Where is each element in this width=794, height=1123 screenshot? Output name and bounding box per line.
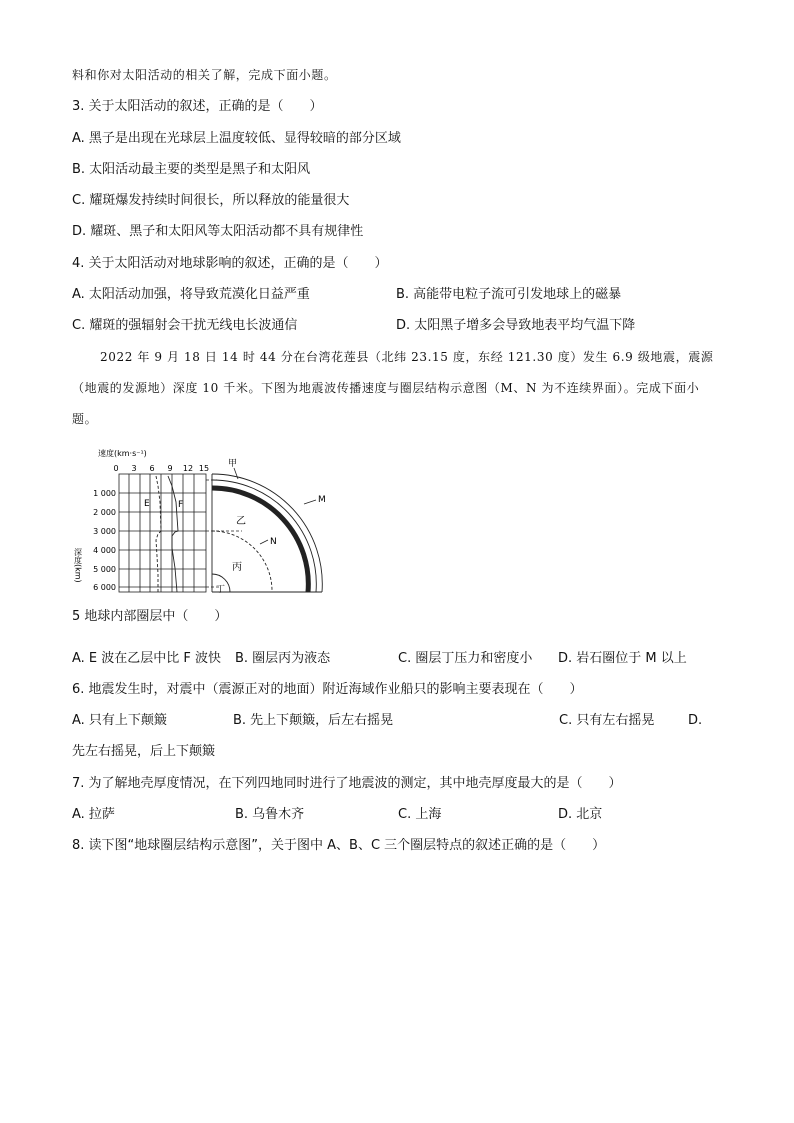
- layer-label-bing: 丙: [232, 562, 242, 573]
- speed-tick: 6: [149, 464, 155, 473]
- question-4-option-c: C. 耀斑的强辐射会干扰无线电长波通信: [72, 318, 298, 333]
- question-4-stem: 4. 关于太阳活动对地球影响的叙述，正确的是（ ）: [72, 256, 388, 271]
- question-3-option-b: B. 太阳活动最主要的类型是黑子和太阳风: [72, 162, 311, 177]
- question-7-option-a: A. 拉萨: [72, 807, 115, 822]
- question-6-option-b: B. 先上下颠簸，后左右摇晃: [233, 713, 394, 728]
- question-8-stem: 8. 读下图“地球圈层结构示意图”，关于图中 A、B、C 三个圈层特点的叙述正确的是（ ）: [72, 838, 606, 853]
- speed-tick: 12: [182, 464, 194, 473]
- question-3-option-a: A. 黑子是出现在光球层上温度较低、显得较暗的部分区域: [72, 131, 401, 146]
- speed-tick: 15: [198, 464, 210, 473]
- depth-speed-grid: [119, 474, 206, 592]
- question-6-stem: 6. 地震发生时，对震中（震源正对的地面）附近海域作业船只的影响主要表现在（ ）: [72, 682, 583, 697]
- layer-label-yi: 乙: [236, 516, 246, 527]
- question-6-option-d-text: 先左右摇晃，后上下颠簸: [72, 744, 216, 759]
- question-5-stem: 5 地球内部圈层中（ ）: [72, 609, 228, 624]
- speed-tick: 3: [131, 464, 137, 473]
- depth-tick: 6 000: [93, 583, 116, 592]
- question-5-option-c: C. 圈层丁压力和密度小: [398, 651, 533, 666]
- intro-text: 料和你对太阳活动的相关了解，完成下面小题。: [72, 68, 337, 82]
- question-7-option-d: D. 北京: [558, 807, 603, 822]
- question-4-option-a: A. 太阳活动加强，将导致荒漠化日益严重: [72, 287, 310, 302]
- depth-axis-label: 深度(km): [73, 548, 83, 583]
- curve-label-f: F: [178, 500, 184, 510]
- question-5-option-d: D. 岩石圈位于 M 以上: [558, 651, 687, 666]
- question-5-option-a: A. E 波在乙层中比 F 波快: [72, 651, 222, 666]
- question-6-option-d: D.: [688, 713, 703, 728]
- question-4-option-d: D. 太阳黑子增多会导致地表平均气温下降: [396, 318, 636, 333]
- layer-label-ding: 丁: [216, 585, 226, 595]
- interface-label-m: M: [318, 495, 326, 505]
- layer-label-jia: 甲: [228, 459, 238, 469]
- speed-tick: 9: [167, 464, 173, 473]
- depth-tick: 3 000: [93, 527, 116, 536]
- question-5-option-b: B. 圈层丙为液态: [235, 651, 331, 666]
- question-3-option-d: D. 耀斑、黑子和太阳风等太阳活动都不具有规律性: [72, 224, 364, 239]
- speed-axis-label: 速度(km·s⁻¹): [98, 449, 147, 458]
- speed-tick: 0: [113, 464, 119, 473]
- earth-cross-section: [212, 468, 322, 592]
- question-6-option-a: A. 只有上下颠簸: [72, 713, 167, 728]
- question-7-stem: 7. 为了解地壳厚度情况，在下列四地同时进行了地震波的测定，其中地壳厚度最大的是（ ）: [72, 776, 622, 791]
- question-4-option-b: B. 高能带电粒子流可引发地球上的磁暴: [396, 287, 622, 302]
- depth-tick: 1 000: [93, 489, 116, 498]
- question-7-option-b: B. 乌鲁木齐: [235, 807, 305, 822]
- question-6-option-c: C. 只有左右摇晃: [559, 713, 655, 728]
- question-7-option-c: C. 上海: [398, 807, 442, 822]
- depth-tick: 2 000: [93, 508, 116, 517]
- question-3-stem: 3. 关于太阳活动的叙述，正确的是（ ）: [72, 99, 323, 114]
- depth-tick: 4 000: [93, 546, 116, 555]
- depth-tick: 5 000: [93, 565, 116, 574]
- earthquake-passage: 2022 年 9 月 18 日 14 时 44 分在台湾花莲县（北纬 23.15 度，东经 121.30 度）发生 6.9 级地震，震源（地震的发源地）深度 10 千米。下图为地震波传播速度与圈层结构示意图（M、N 为不连续界面）。完成下面小题。: [72, 350, 714, 426]
- seismic-wave-figure: [72, 444, 332, 596]
- interface-label-n: N: [270, 537, 277, 547]
- curve-label-e: E: [144, 499, 150, 509]
- question-3-option-c: C. 耀斑爆发持续时间很长，所以释放的能量很大: [72, 193, 350, 208]
